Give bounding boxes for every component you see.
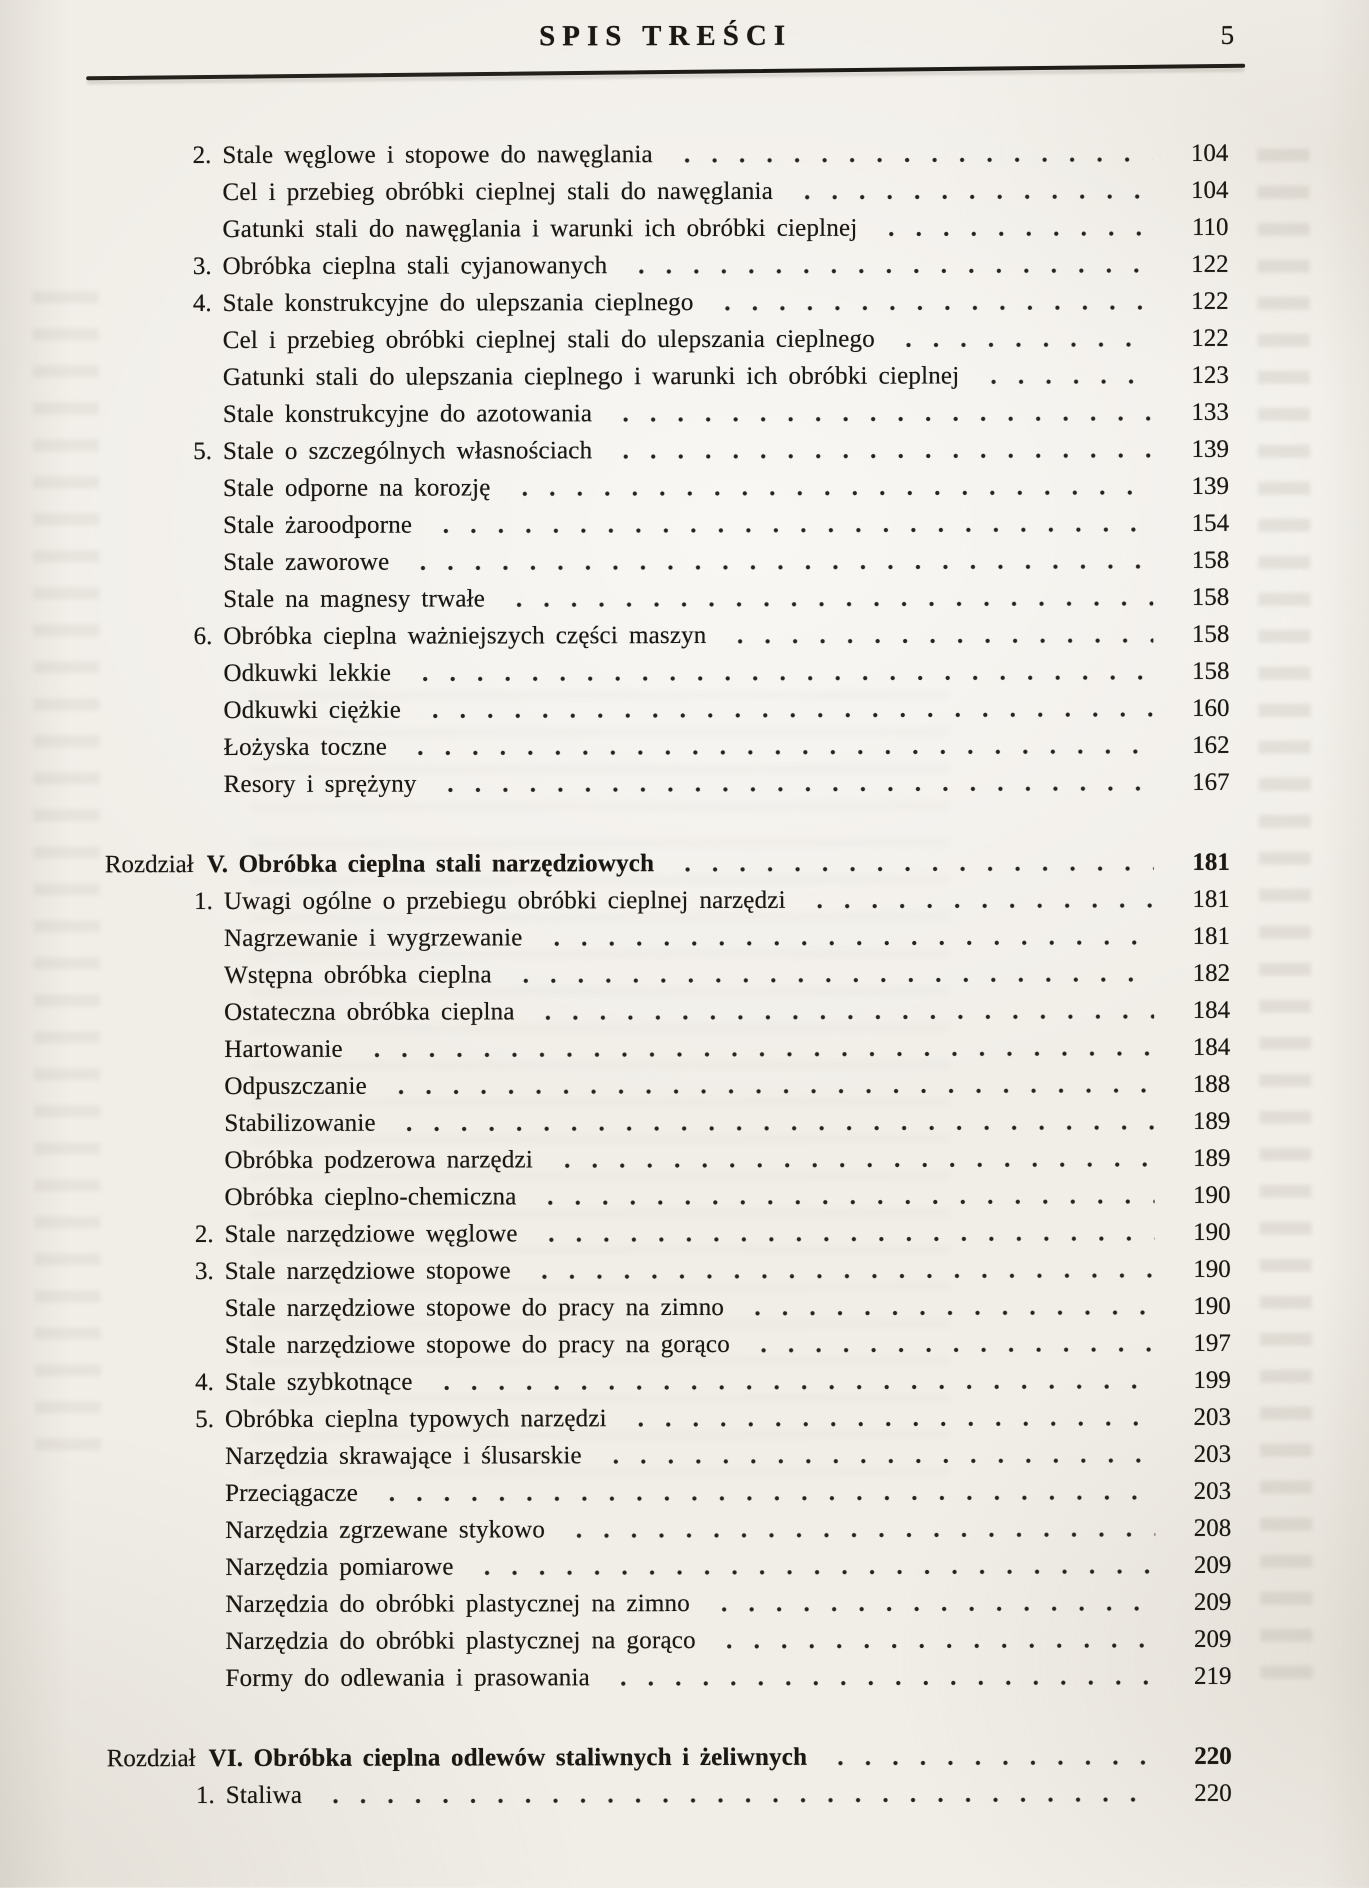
toc-entry-label: Uwagi ogólne o przebiegu obróbki cieplnej narzędzi: [224, 882, 786, 920]
toc-entry-page: 190: [1159, 1251, 1231, 1288]
dot-leader: [537, 923, 1154, 956]
dot-leader: [427, 1367, 1155, 1401]
dot-leader: [426, 510, 1153, 544]
toc-entry-label: Stabilizowanie: [224, 1105, 375, 1142]
dot-leader: [403, 547, 1153, 581]
toc-entry-page: 182: [1158, 955, 1230, 992]
toc-entry-label: Odkuwki lekkie: [223, 655, 391, 692]
toc-entry-row: [106, 1251, 1231, 1290]
toc-entry-row: [105, 955, 1230, 994]
page-title: SPIS TREŚCI: [88, 19, 1243, 54]
dot-leader: [621, 251, 1152, 284]
toc-entry-label: Cel i przebieg obróbki cieplnej stali do ulepszania cieplnego: [223, 321, 875, 359]
toc-entry-row: [104, 468, 1229, 507]
toc-entry-page: 203: [1159, 1436, 1231, 1473]
toc-entry-page: 181: [1158, 918, 1230, 955]
toc-entry-row: [105, 1029, 1230, 1068]
dot-leader: [596, 1441, 1155, 1474]
toc-entry-label: Stale zaworowe: [223, 544, 389, 581]
toc-entry-page: 190: [1159, 1288, 1231, 1325]
toc-entry-page: 110: [1156, 209, 1228, 246]
toc-entry-page: 190: [1159, 1214, 1231, 1251]
chapter-title: VI. Obróbka cieplna odlewów staliwnych i żeliwnych: [209, 1739, 808, 1777]
toc-entry-page: 181: [1158, 881, 1230, 918]
dot-leader: [529, 997, 1155, 1030]
toc-entry-label: Obróbka podzerowa narzędzi: [224, 1141, 533, 1179]
toc-entry-page: 199: [1159, 1362, 1231, 1399]
toc-entry-number: 4.: [176, 285, 212, 322]
toc-entry-label: Staliwa: [226, 1777, 302, 1814]
page-header: [0, 0, 1367, 79]
toc-entry-row: [105, 918, 1230, 957]
dot-leader: [390, 1108, 1155, 1142]
toc-entry-label: Narzędzia zgrzewane stykowo: [225, 1511, 545, 1549]
dot-leader: [800, 886, 1154, 919]
toc-entry-label: Formy do odlewania i prasowania: [225, 1659, 589, 1697]
toc-entry-page: 158: [1157, 653, 1229, 690]
toc-entry-row: [105, 1103, 1230, 1142]
dot-leader: [532, 1219, 1155, 1252]
toc-entry-row: [104, 505, 1229, 544]
toc-entry-label: Obróbka cieplna typowych narzędzi: [225, 1400, 607, 1438]
toc-entry-row: [104, 320, 1229, 359]
toc-entry-page: 209: [1159, 1621, 1231, 1658]
toc-entry-label: Stale konstrukcyjne do azotowania: [223, 395, 592, 433]
toc-entry-page: 197: [1159, 1325, 1231, 1362]
toc-entry-page: 139: [1157, 468, 1229, 505]
toc-entry-label: Stale na magnesy trwałe: [223, 580, 485, 618]
toc-entry-row: [103, 135, 1228, 174]
toc-entry-page: 184: [1158, 992, 1230, 1029]
dot-leader: [381, 1071, 1154, 1105]
dot-leader: [525, 1256, 1155, 1289]
chapter-page-number: 220: [1160, 1738, 1232, 1775]
toc-entry-row: [104, 579, 1229, 618]
toc-entry-row: [106, 1436, 1231, 1475]
toc-entry-page: 184: [1158, 1029, 1230, 1066]
dot-leader: [357, 1034, 1154, 1068]
toc-entry-row: [106, 1658, 1231, 1697]
dot-leader: [787, 177, 1153, 210]
toc-entry-row: [106, 1399, 1231, 1438]
toc-entry-row: [106, 1510, 1231, 1549]
toc-entry-row: [106, 1547, 1231, 1586]
toc-entry-row: [106, 1288, 1231, 1327]
toc-entry-label: Obróbka cieplna ważniejszych części maszyn: [223, 617, 706, 655]
toc-list: [103, 135, 1232, 1814]
toc-entry-row: [106, 1621, 1231, 1660]
toc-entry-label: Odkuwki ciężkie: [223, 692, 401, 729]
toc-entry-label: Narzędzia pomiarowe: [225, 1548, 453, 1585]
toc-entry-row: [106, 1325, 1231, 1364]
toc-entry-row: [107, 1775, 1232, 1814]
toc-entry-label: Narzędzia skrawające i ślusarskie: [225, 1437, 582, 1475]
dot-leader: [821, 1743, 1156, 1776]
toc-entry-page: 189: [1158, 1103, 1230, 1140]
toc-entry-label: Narzędzia do obróbki plastycznej na zimno: [225, 1585, 690, 1623]
toc-entry-page: 203: [1159, 1399, 1231, 1436]
toc-entry-row: [104, 357, 1229, 396]
toc-entry-page: 209: [1159, 1584, 1231, 1621]
toc-entry-row: [104, 616, 1229, 655]
dot-leader: [559, 1515, 1155, 1548]
toc-entry-page: 189: [1158, 1140, 1230, 1177]
toc-entry-label: Hartowanie: [224, 1031, 343, 1068]
toc-entry-number: 2.: [178, 1216, 214, 1253]
toc-chapter-row: [105, 844, 1230, 883]
dot-leader: [606, 399, 1153, 432]
toc-entry-label: Stale o szczególnych własnościach: [223, 432, 592, 470]
toc-entry-page: 122: [1157, 283, 1229, 320]
toc-entry-page: 158: [1157, 579, 1229, 616]
toc-entry-page: 104: [1156, 135, 1228, 172]
toc-entry-number: 1.: [177, 883, 213, 920]
toc-entry-number: 6.: [176, 618, 212, 655]
toc-entry-page: 139: [1157, 431, 1229, 468]
dot-leader: [720, 621, 1153, 654]
dot-leader: [621, 1404, 1155, 1437]
bleed-through-right: [1257, 149, 1312, 1679]
dot-leader: [604, 1663, 1156, 1696]
toc-entry-label: Stale narzędziowe stopowe do pracy na gorąco: [225, 1326, 730, 1364]
toc-entry-number: 2.: [175, 137, 211, 174]
toc-entry-row: [105, 764, 1230, 803]
toc-entry-page: 158: [1157, 542, 1229, 579]
toc-entry-label: Odpuszczanie: [224, 1068, 367, 1105]
toc-entry-label: Obróbka cieplno-chemiczna: [224, 1178, 516, 1216]
toc-entry-label: Stale konstrukcyjne do ulepszania cieplnego: [223, 284, 694, 322]
chapter-page-number: 181: [1158, 844, 1230, 881]
page-number: 5: [1221, 20, 1235, 51]
toc-entry-row: [106, 1584, 1231, 1623]
dot-leader: [889, 325, 1153, 358]
toc-entry-row: [103, 209, 1228, 248]
toc-entry-number: 1.: [179, 1777, 215, 1814]
toc-entry-label: Narzędzia do obróbki plastycznej na gorąco: [225, 1622, 695, 1660]
toc-entry-row: [104, 246, 1229, 285]
toc-entry-page: 167: [1158, 764, 1230, 801]
toc-entry-page: 162: [1158, 727, 1230, 764]
toc-entry-row: [104, 394, 1229, 433]
toc-entry-number: 4.: [178, 1364, 214, 1401]
dot-leader: [468, 1552, 1156, 1585]
toc-entry-page: 220: [1160, 1775, 1232, 1812]
toc-entry-label: Stale żaroodporne: [223, 507, 412, 544]
dot-leader: [738, 1293, 1155, 1326]
toc-entry-number: 5.: [176, 433, 212, 470]
toc-entry-row: [105, 1066, 1230, 1105]
toc-entry-page: 188: [1158, 1066, 1230, 1103]
toc-entry-page: 208: [1159, 1510, 1231, 1547]
toc-entry-row: [105, 1140, 1230, 1179]
toc-entry-page: 122: [1157, 246, 1229, 283]
dot-leader: [871, 214, 1152, 247]
chapter-prefix: Rozdział: [107, 1740, 196, 1777]
dot-leader: [401, 732, 1154, 766]
dot-leader: [668, 849, 1154, 882]
toc-entry-page: 154: [1157, 505, 1229, 542]
dot-leader: [506, 960, 1154, 993]
toc-entry-number: 3.: [176, 248, 212, 285]
bleed-through-left: [33, 291, 101, 1471]
toc-entry-label: Stale narzędziowe stopowe: [225, 1252, 511, 1290]
toc-entry-number: 3.: [178, 1253, 214, 1290]
toc-entry-row: [104, 690, 1229, 729]
toc-entry-row: [104, 653, 1229, 692]
dot-leader: [316, 1780, 1156, 1814]
header-rule: [86, 64, 1245, 81]
dot-leader: [704, 1589, 1156, 1622]
toc-entry-label: Ostateczna obróbka cieplna: [224, 993, 515, 1031]
dot-leader: [708, 288, 1153, 321]
toc-entry-label: Stale odporne na korozję: [223, 469, 491, 507]
dot-leader: [710, 1626, 1156, 1659]
dot-leader: [505, 473, 1154, 506]
toc-entry-row: [105, 881, 1230, 920]
chapter-title: V. Obróbka cieplna stali narzędziowych: [207, 845, 655, 883]
toc-entry-label: Stale narzędziowe węglowe: [225, 1215, 518, 1253]
dot-leader: [606, 436, 1153, 469]
toc-entry-label: Resory i sprężyny: [224, 766, 417, 803]
toc-entry-page: 190: [1158, 1177, 1230, 1214]
toc-entry-row: [106, 1214, 1231, 1253]
toc-entry-row: [105, 992, 1230, 1031]
dot-leader: [405, 658, 1153, 692]
dot-leader: [499, 584, 1153, 617]
toc-entry-label: Stale narzędziowe stopowe do pracy na zimno: [225, 1289, 724, 1327]
toc-chapter-row: [107, 1738, 1232, 1777]
dot-leader: [531, 1182, 1155, 1215]
toc-entry-label: Przeciągacze: [225, 1475, 358, 1512]
toc-entry-page: 122: [1157, 320, 1229, 357]
toc-entry-page: 203: [1159, 1473, 1231, 1510]
toc-entry-page: 123: [1157, 357, 1229, 394]
toc-entry-label: Gatunki stali do nawęglania i warunki ich obróbki cieplnej: [222, 210, 857, 248]
toc-entry-page: 209: [1159, 1547, 1231, 1584]
toc-entry-label: Obróbka cieplna stali cyjanowanych: [223, 247, 608, 285]
dot-leader: [744, 1330, 1155, 1363]
toc-entry-row: [105, 1177, 1230, 1216]
dot-leader: [547, 1145, 1155, 1178]
toc-entry-row: [104, 431, 1229, 470]
toc-entry-page: 133: [1157, 394, 1229, 431]
toc-entry-row: [103, 172, 1228, 211]
toc-entry-label: Stale węglowe i stopowe do nawęglania: [222, 136, 653, 174]
toc-entry-label: Łożyska toczne: [224, 729, 388, 766]
toc-entry-label: Gatunki stali do ulepszania cieplnego i warunki ich obróbki cieplnej: [223, 357, 960, 396]
toc-entry-page: 219: [1159, 1658, 1231, 1695]
toc-entry-row: [104, 283, 1229, 322]
dot-leader: [415, 695, 1153, 729]
toc-entry-row: [105, 727, 1230, 766]
dot-leader: [973, 362, 1153, 394]
toc-entry-label: Wstępna obróbka cieplna: [224, 956, 492, 994]
toc-entry-page: 160: [1157, 690, 1229, 727]
toc-entry-row: [104, 542, 1229, 581]
chapter-prefix: Rozdział: [105, 846, 194, 883]
toc-entry-label: Stale szybkotnące: [225, 1364, 413, 1401]
toc-entry-page: 158: [1157, 616, 1229, 653]
toc-entry-number: 5.: [178, 1401, 214, 1438]
dot-leader: [667, 140, 1153, 173]
toc-entry-row: [106, 1362, 1231, 1401]
toc-entry-row: [106, 1473, 1231, 1512]
toc-entry-page: 104: [1156, 172, 1228, 209]
toc-entry-label: Nagrzewanie i wygrzewanie: [224, 919, 523, 957]
toc-entry-label: Cel i przebieg obróbki cieplnej stali do nawęglania: [222, 173, 773, 211]
dot-leader: [431, 769, 1154, 803]
dot-leader: [372, 1478, 1155, 1512]
